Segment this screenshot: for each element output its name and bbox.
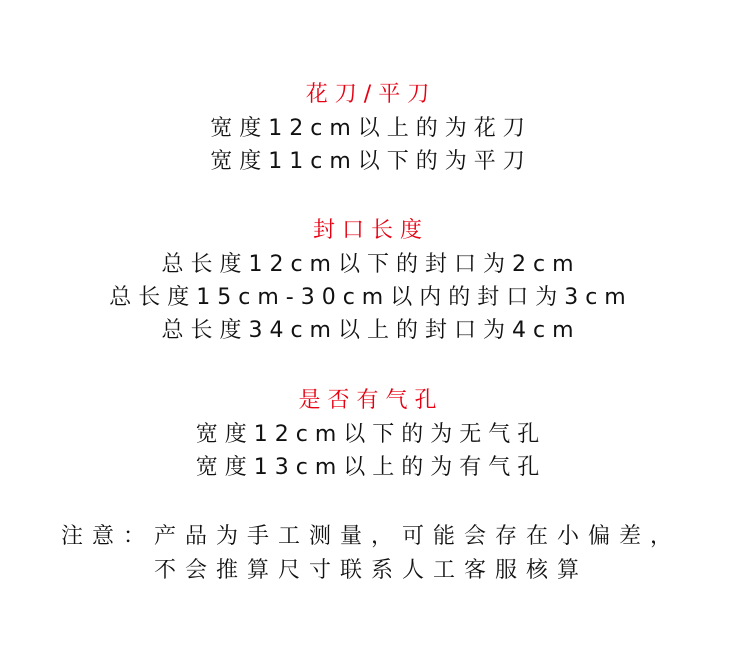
seal-rule-line-1: 总长度12cm以下的封口为2cm [161,252,581,277]
seal-rule-line-2: 总长度15cm-30cm以内的封口为3cm [109,285,633,310]
measurement-note-line-2: 不会推算尺寸联系人工客服核算 [153,558,588,583]
measurement-note-line-1: 注意：产品为手工测量，可能会存在小偏差， [60,524,681,549]
air-hole-rule-line-2: 宽度13cm以上的为有气孔 [195,455,547,480]
blade-rule-line-2: 宽度11cm以下的为平刀 [210,149,532,174]
air-hole-heading: 是否有气孔 [298,388,444,413]
air-hole-rule-line-1: 宽度12cm以下的为无气孔 [195,422,547,447]
seal-rule-line-3: 总长度34cm以上的封口为4cm [161,318,581,343]
blade-rule-line-1: 宽度12cm以上的为花刀 [210,116,532,141]
seal-length-heading: 封口长度 [312,218,429,243]
blade-type-heading: 花刀/平刀 [305,82,437,107]
